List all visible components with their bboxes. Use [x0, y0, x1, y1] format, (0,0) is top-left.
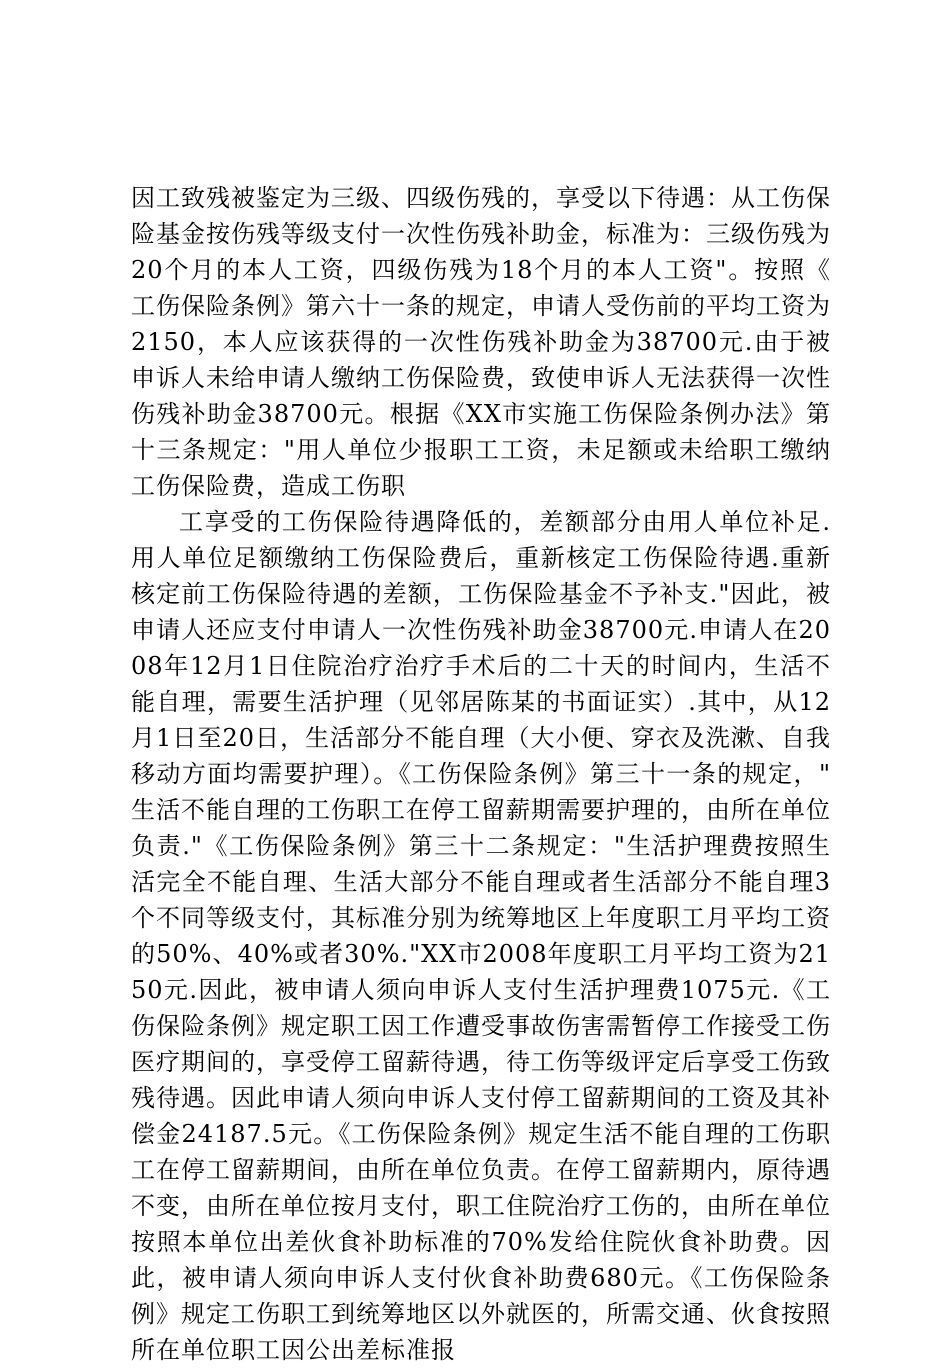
paragraph-1: 因工致残被鉴定为三级、四级伤残的，享受以下待遇：从工伤保险基金按伤残等级支付一次性伤残补助金，标准为：三级伤残为20个月的本人工资，四级伤残为18个月的本人工资"。按照《工伤保险条例》第六十一条的规定，申请人受伤前的平均工资为2150，本人应该获得的一次性伤残补助金为38700元.由于被申诉人未给申请人缴纳工伤保险费，致使申诉人无法获得一次性伤残补助金38700元。根据《XX市实施工伤保险条例办法》第十三条规定："用人单位少报职工工资，未足额或未给职工缴纳工伤保险费，造成工伤职: [131, 184, 831, 500]
paragraph-2: 工享受的工伤保险待遇降低的，差额部分由用人单位补足.用人单位足额缴纳工伤保险费后，重新核定工伤保险待遇.重新核定前工伤保险待遇的差额，工伤保险基金不予补支."因此，被申请人还应支付申请人一次性伤残补助金38700元.申请人在2008年12月1日住院治疗治疗手术后的二十天的时间内，生活不能自理，需要生活护理（见邻居陈某的书面证实）.其中，从12月1日至20日，生活部分不能自理（大小便、穿衣及洗漱、自我移动方面均需要护理）。《工伤保险条例》第三十一条的规定，"生活不能自理的工伤职工在停工留薪期需要护理的，由所在单位负责."《工伤保险条例》第三十二条规定："生活护理费按照生活完全不能自理、生活大部分不能自理或者生活部分不能自理3个不同等级支付，其标准分别为统筹地区上年度职工月平均工资的50%、40%或者30%."XX市2008年度职工月平均工资为2150元.因此，被申请人须向申诉人支付生活护理费1075元.《工伤保险条例》规定职工因工作遭受事故伤害需暂停工作接受工伤医疗期间的，享受停工留薪待遇，待工伤等级评定后享受工伤致残待遇。因此申请人须向申诉人支付停工留薪期间的工资及其补偿金24187.5元。《工伤保险条例》规定生活不能自理的工伤职工在停工留薪期间，由所在单位负责。在停工留薪期内，原待遇不变，由所在单位按月支付，职工住院治疗工伤的，由所在单位按照本单位出差伙食补助标准的70%发给住院伙食补助费。因此，被申请人须向申诉人支付伙食补助费680元。《工伤保险条例》规定工伤职工到统筹地区以外就医的，所需交通、伙食按照所在单位职工因公出差标准报: [131, 508, 831, 1364]
document-page: [131, 180, 831, 1368]
